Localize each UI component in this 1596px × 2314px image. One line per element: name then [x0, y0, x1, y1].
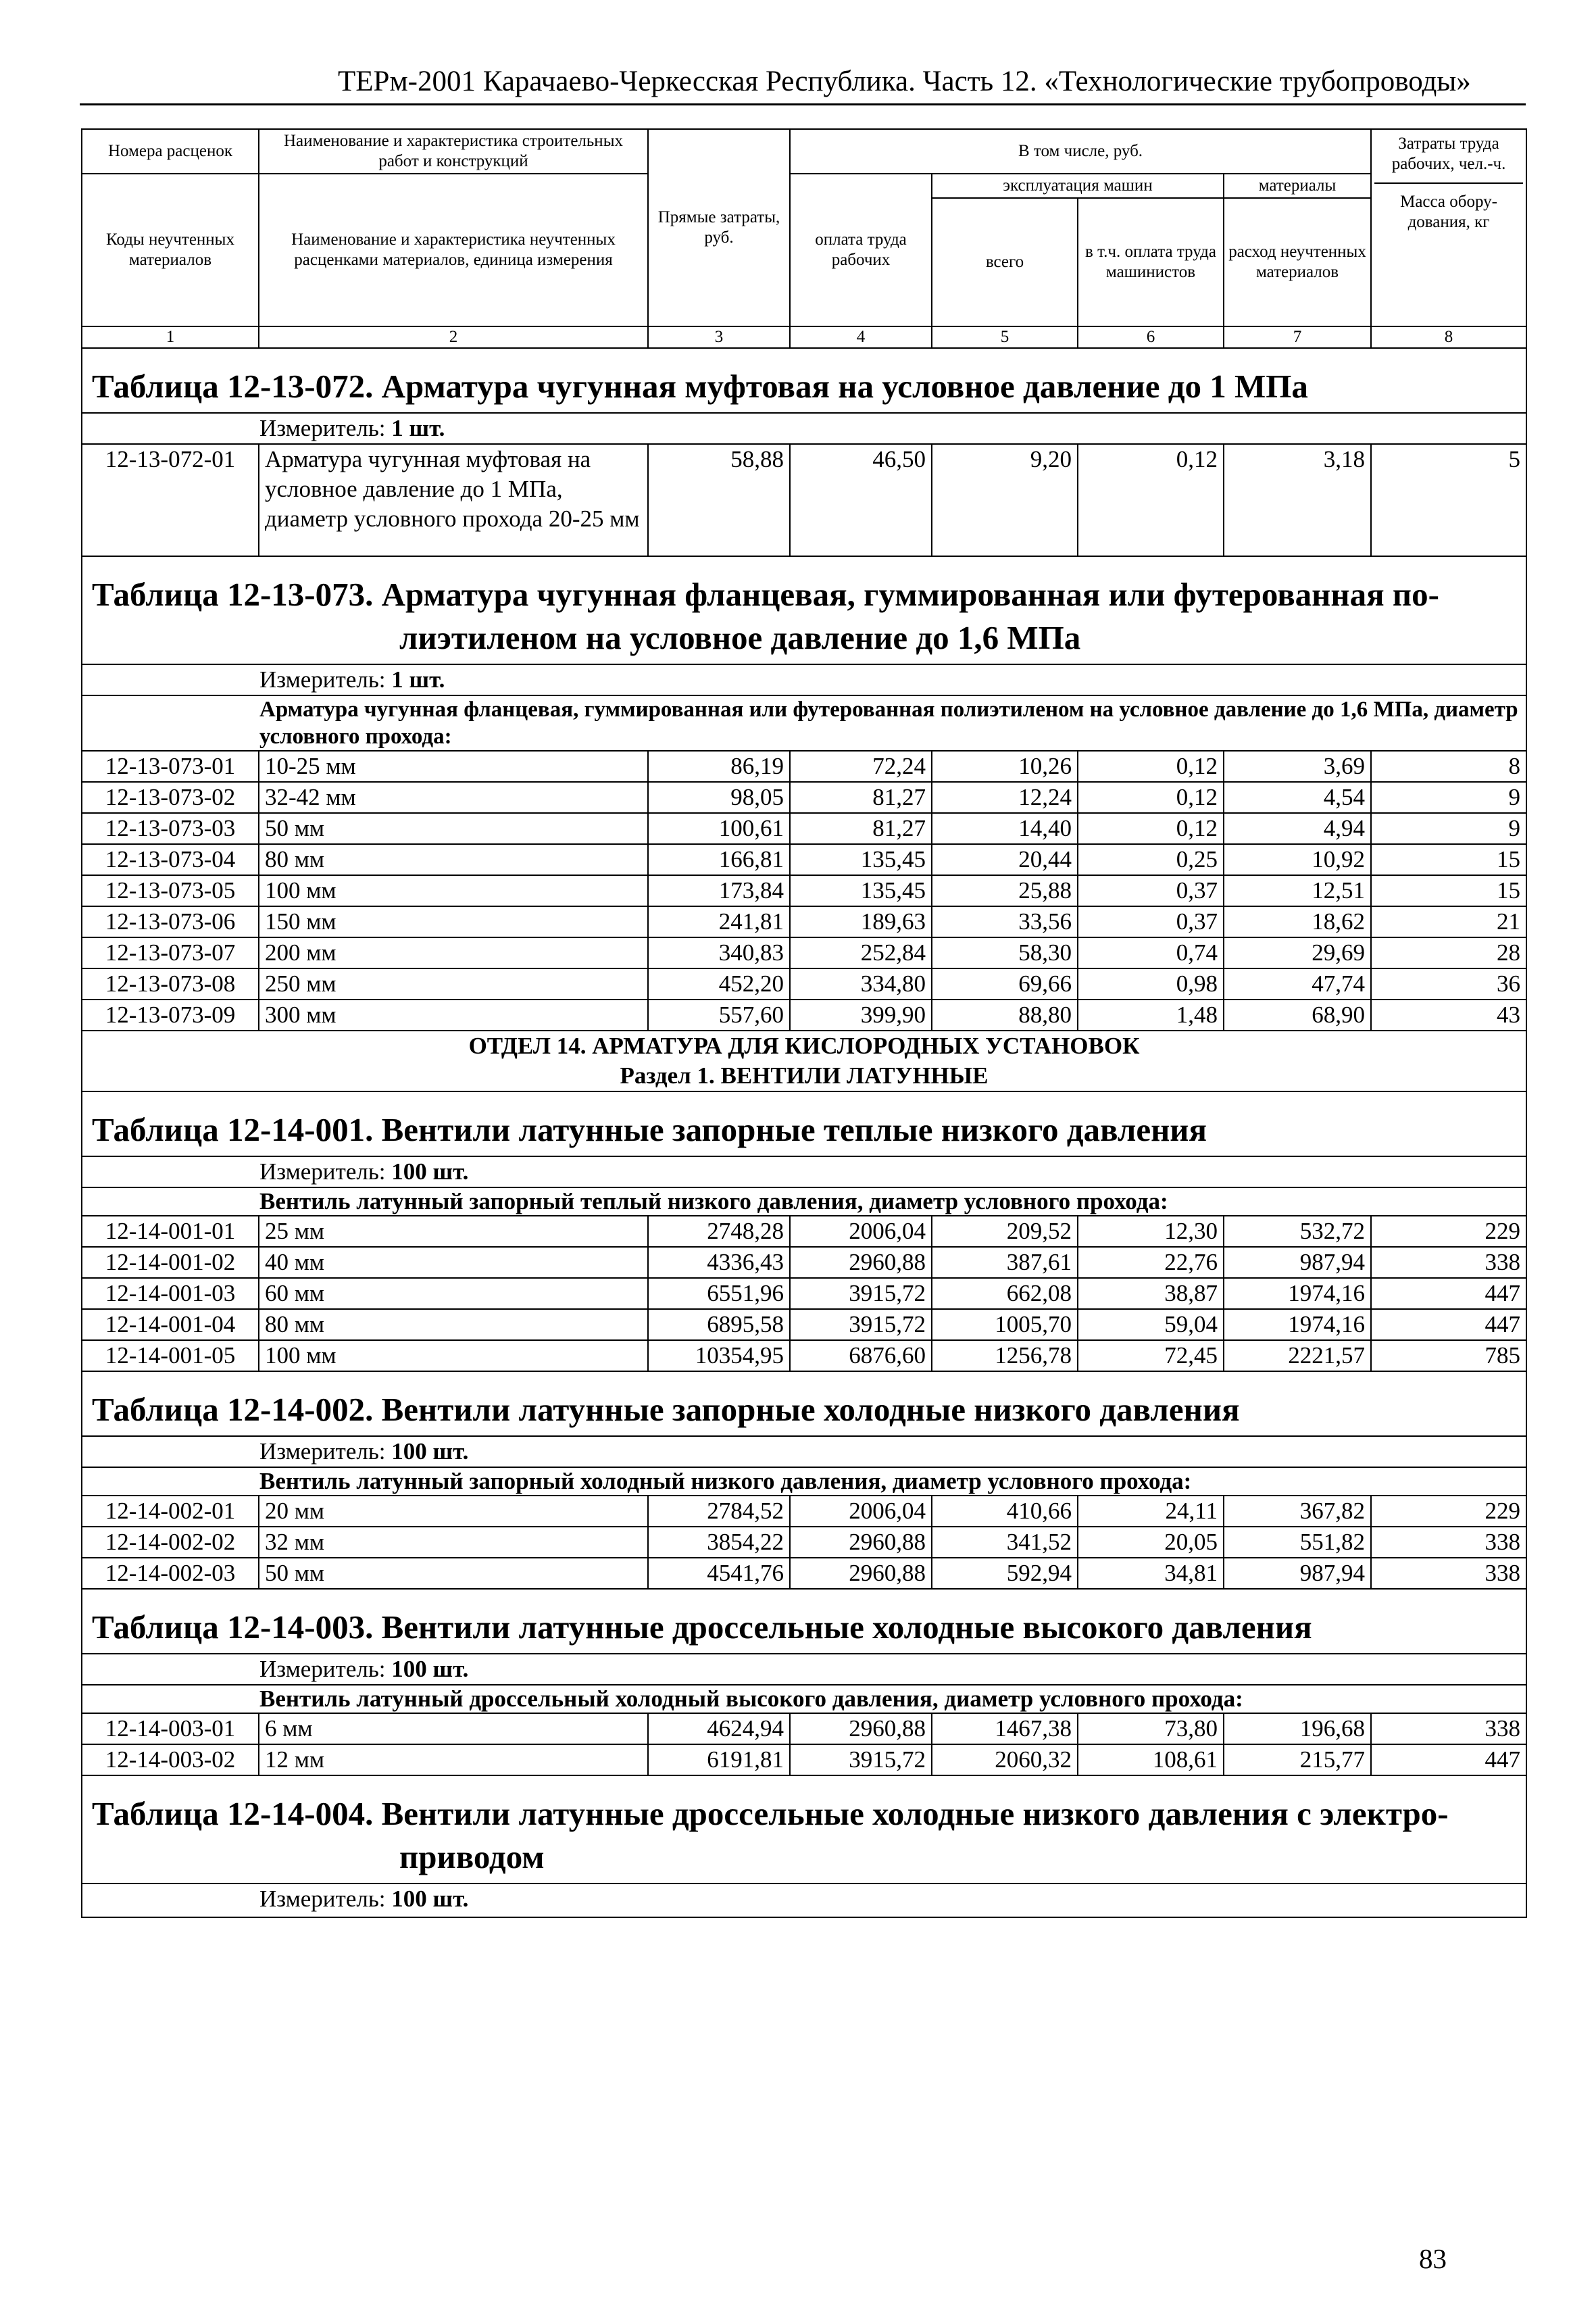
rate-code: 12-14-001-02 — [82, 1247, 259, 1278]
table-row — [82, 1496, 1526, 1527]
rate-code: 12-14-002-02 — [82, 1527, 259, 1558]
rate-code: 12-14-003-02 — [82, 1744, 259, 1775]
machines-labor: 0,12 — [1078, 782, 1224, 813]
machines-labor: 108,61 — [1078, 1744, 1224, 1775]
column-numbers-row — [82, 326, 1526, 348]
table-row — [82, 1309, 1526, 1340]
materials: 987,94 — [1224, 1247, 1371, 1278]
labor-pay: 3915,72 — [790, 1744, 932, 1775]
rate-name: 250 мм — [259, 968, 648, 1000]
machines-labor: 59,04 — [1078, 1309, 1224, 1340]
machines-total: 341,52 — [932, 1527, 1078, 1558]
table-row — [82, 1278, 1526, 1309]
labor-costs: 338 — [1371, 1713, 1526, 1744]
col-number: 4 — [790, 326, 932, 348]
table-row — [82, 1713, 1526, 1744]
table-row — [82, 751, 1526, 782]
labor-pay: 2960,88 — [790, 1558, 932, 1589]
machines-total: 9,20 — [932, 444, 1078, 556]
direct-costs: 6895,58 — [648, 1309, 790, 1340]
labor-pay: 6876,60 — [790, 1340, 932, 1371]
labor-costs: 28 — [1371, 937, 1526, 968]
measure-unit — [82, 1156, 1526, 1187]
title-line-1: Таблица 12-14-004. Вентили латунные дроссельные холодные низкого давления с электро- — [92, 1795, 1449, 1832]
materials: 12,51 — [1224, 875, 1371, 906]
rate-code: 12-14-001-03 — [82, 1278, 259, 1309]
col-name-top: Наименование и характеристика строительных работ и конструкций — [259, 129, 648, 174]
direct-costs: 3854,22 — [648, 1527, 790, 1558]
col-machines-labor: в т.ч. оплата труда машинистов — [1078, 198, 1224, 326]
rate-name: 32 мм — [259, 1527, 648, 1558]
labor-pay: 399,90 — [790, 1000, 932, 1031]
table-row — [82, 813, 1526, 844]
table-title-12-13-073 — [82, 556, 1526, 664]
table-title-12-14-001: Таблица 12-14-001. Вентили латунные запорные теплые низкого давления — [82, 1091, 1526, 1156]
labor-costs: 15 — [1371, 844, 1526, 875]
measure-label: Измеритель: — [259, 666, 392, 693]
measure-unit — [82, 1436, 1526, 1467]
labor-pay: 2960,88 — [790, 1527, 932, 1558]
labor-pay: 252,84 — [790, 937, 932, 968]
labor-costs: 447 — [1371, 1278, 1526, 1309]
measure-value: 1 шт. — [391, 666, 445, 693]
labor-costs: 9 — [1371, 782, 1526, 813]
materials: 551,82 — [1224, 1527, 1371, 1558]
labor-pay: 2006,04 — [790, 1496, 932, 1527]
col-materials: материалы — [1224, 174, 1371, 198]
labor-pay: 2960,88 — [790, 1713, 932, 1744]
machines-total: 58,30 — [932, 937, 1078, 968]
table-row — [82, 906, 1526, 937]
measure-unit — [82, 664, 1526, 695]
machines-labor: 1,48 — [1078, 1000, 1224, 1031]
measure-label: Измеритель: — [259, 1886, 392, 1912]
col-number: 8 — [1371, 326, 1526, 348]
labor-costs: 229 — [1371, 1216, 1526, 1247]
table-title-12-14-003: Таблица 12-14-003. Вентили латунные дроссельные холодные высокого давления — [82, 1589, 1526, 1654]
col-name-bottom: Наименование и характеристика неучтенных расценками материалов, единица измерения — [259, 174, 648, 326]
rate-code: 12-13-073-07 — [82, 937, 259, 968]
col-machines: эксплуатация машин — [932, 174, 1224, 198]
section-heading: Раздел 1. ВЕНТИЛИ ЛАТУННЫЕ — [82, 1061, 1526, 1091]
materials: 10,92 — [1224, 844, 1371, 875]
machines-total: 12,24 — [932, 782, 1078, 813]
measure-value: 100 шт. — [391, 1886, 469, 1912]
table-row — [82, 844, 1526, 875]
labor-costs: 36 — [1371, 968, 1526, 1000]
group-heading: Вентиль латунный дроссельный холодный высокого давления, диаметр условного прохода: — [82, 1685, 1526, 1713]
materials: 47,74 — [1224, 968, 1371, 1000]
rate-name: 25 мм — [259, 1216, 648, 1247]
labor-costs: 21 — [1371, 906, 1526, 937]
rate-name: 32-42 мм — [259, 782, 648, 813]
machines-total: 20,44 — [932, 844, 1078, 875]
rate-name: 12 мм — [259, 1744, 648, 1775]
machines-labor: 0,12 — [1078, 751, 1224, 782]
col-number: 1 — [82, 326, 259, 348]
materials: 215,77 — [1224, 1744, 1371, 1775]
measure-label: Измеритель: — [259, 1438, 392, 1464]
table-row — [82, 1744, 1526, 1775]
labor-pay: 3915,72 — [790, 1278, 932, 1309]
col-number: 5 — [932, 326, 1078, 348]
machines-labor: 38,87 — [1078, 1278, 1224, 1309]
rate-code: 12-13-073-09 — [82, 1000, 259, 1031]
machines-labor: 24,11 — [1078, 1496, 1224, 1527]
measure-unit — [82, 413, 1526, 444]
rate-code: 12-14-002-01 — [82, 1496, 259, 1527]
machines-labor: 73,80 — [1078, 1713, 1224, 1744]
rate-code: 12-13-073-06 — [82, 906, 259, 937]
measure-value: 100 шт. — [391, 1656, 469, 1682]
title-line-2: лиэтиленом на условное давление до 1,6 МПа — [399, 619, 1081, 656]
materials: 532,72 — [1224, 1216, 1371, 1247]
table-row — [82, 937, 1526, 968]
rate-name: 10-25 мм — [259, 751, 648, 782]
machines-labor: 22,76 — [1078, 1247, 1224, 1278]
direct-costs: 10354,95 — [648, 1340, 790, 1371]
direct-costs: 4541,76 — [648, 1558, 790, 1589]
machines-labor: 0,12 — [1078, 813, 1224, 844]
direct-costs: 452,20 — [648, 968, 790, 1000]
measure-value: 100 шт. — [391, 1158, 469, 1185]
materials: 1974,16 — [1224, 1278, 1371, 1309]
machines-labor: 0,37 — [1078, 875, 1224, 906]
col-number: 3 — [648, 326, 790, 348]
col-number: 7 — [1224, 326, 1371, 348]
col-materials-use: расход неучтенных материалов — [1224, 198, 1371, 326]
department-heading: ОТДЕЛ 14. АРМАТУРА ДЛЯ КИСЛОРОДНЫХ УСТАНОВОК — [82, 1031, 1526, 1061]
table-row — [82, 875, 1526, 906]
rate-name: 50 мм — [259, 1558, 648, 1589]
col-codes-top: Номера расценок — [82, 129, 259, 174]
title-line-2: приводом — [399, 1838, 545, 1875]
labor-costs: 5 — [1371, 444, 1526, 556]
rate-code: 12-13-073-02 — [82, 782, 259, 813]
direct-costs: 340,83 — [648, 937, 790, 968]
measure-unit — [82, 1884, 1526, 1917]
machines-total: 69,66 — [932, 968, 1078, 1000]
group-heading: Арматура чугунная фланцевая, гуммированная или футерованная полиэтиленом на условное давление до 1,6 МПа, диаметр условного прохода: — [82, 695, 1526, 751]
direct-costs: 6191,81 — [648, 1744, 790, 1775]
table-row — [82, 1000, 1526, 1031]
labor-costs: 15 — [1371, 875, 1526, 906]
machines-labor: 0,37 — [1078, 906, 1224, 937]
machines-total: 410,66 — [932, 1496, 1078, 1527]
materials: 4,94 — [1224, 813, 1371, 844]
labor-costs: 338 — [1371, 1527, 1526, 1558]
direct-costs: 6551,96 — [648, 1278, 790, 1309]
rate-name: 6 мм — [259, 1713, 648, 1744]
machines-labor: 20,05 — [1078, 1527, 1224, 1558]
labor-pay: 189,63 — [790, 906, 932, 937]
machines-labor: 0,98 — [1078, 968, 1224, 1000]
labor-pay: 3915,72 — [790, 1309, 932, 1340]
rate-code: 12-14-001-05 — [82, 1340, 259, 1371]
col-number: 2 — [259, 326, 648, 348]
labor-pay: 81,27 — [790, 782, 932, 813]
measure-label: Измеритель: — [259, 1656, 392, 1682]
direct-costs: 166,81 — [648, 844, 790, 875]
rate-code: 12-13-073-08 — [82, 968, 259, 1000]
rate-name: 300 мм — [259, 1000, 648, 1031]
col-labor-pay: оплата труда рабочих — [790, 174, 932, 326]
machines-labor: 0,74 — [1078, 937, 1224, 968]
labor-costs: 43 — [1371, 1000, 1526, 1031]
machines-labor: 12,30 — [1078, 1216, 1224, 1247]
direct-costs: 86,19 — [648, 751, 790, 782]
labor-costs-label: Затраты труда рабочих, чел.-ч. — [1374, 131, 1523, 184]
measure-value: 1 шт. — [391, 415, 445, 441]
table-row — [82, 1558, 1526, 1589]
table-row — [82, 968, 1526, 1000]
machines-total: 88,80 — [932, 1000, 1078, 1031]
table-row — [82, 1216, 1526, 1247]
rate-code: 12-14-002-03 — [82, 1558, 259, 1589]
machines-labor: 0,12 — [1078, 444, 1224, 556]
direct-costs: 241,81 — [648, 906, 790, 937]
direct-costs: 4624,94 — [648, 1713, 790, 1744]
direct-costs: 100,61 — [648, 813, 790, 844]
labor-pay: 46,50 — [790, 444, 932, 556]
rate-code: 12-13-073-03 — [82, 813, 259, 844]
labor-costs: 229 — [1371, 1496, 1526, 1527]
machines-total: 14,40 — [932, 813, 1078, 844]
materials: 367,82 — [1224, 1496, 1371, 1527]
measure-label: Измеритель: — [259, 1158, 392, 1185]
labor-pay: 135,45 — [790, 844, 932, 875]
materials: 18,62 — [1224, 906, 1371, 937]
labor-costs: 338 — [1371, 1247, 1526, 1278]
machines-total: 209,52 — [932, 1216, 1078, 1247]
labor-pay: 135,45 — [790, 875, 932, 906]
running-header: ТЕРм-2001 Карачаево-Черкесская Республика. Часть 12. «Технологические трубопроводы» — [338, 66, 1471, 97]
rate-name: 80 мм — [259, 1309, 648, 1340]
table-title-12-14-004 — [82, 1775, 1526, 1884]
labor-pay: 2960,88 — [790, 1247, 932, 1278]
measure-value: 100 шт. — [391, 1438, 469, 1464]
labor-pay: 81,27 — [790, 813, 932, 844]
machines-total: 2060,32 — [932, 1744, 1078, 1775]
materials: 3,69 — [1224, 751, 1371, 782]
rate-code: 12-14-003-01 — [82, 1713, 259, 1744]
rate-code: 12-13-072-01 — [82, 444, 259, 556]
group-heading: Вентиль латунный запорный теплый низкого давления, диаметр условного прохода: — [82, 1187, 1526, 1216]
measure-unit — [82, 1654, 1526, 1685]
materials: 29,69 — [1224, 937, 1371, 968]
machines-total: 10,26 — [932, 751, 1078, 782]
col-codes-bottom: Коды неучтенных материалов — [82, 174, 259, 326]
labor-costs: 447 — [1371, 1744, 1526, 1775]
rate-name: 60 мм — [259, 1278, 648, 1309]
equipment-mass-label: Масса обору-дования, кг — [1400, 193, 1497, 231]
rate-code: 12-14-001-04 — [82, 1309, 259, 1340]
machines-labor: 0,25 — [1078, 844, 1224, 875]
col-including: В том числе, руб. — [790, 129, 1371, 174]
rate-code: 12-14-001-01 — [82, 1216, 259, 1247]
machines-total: 1256,78 — [932, 1340, 1078, 1371]
table-row — [82, 1247, 1526, 1278]
labor-costs: 447 — [1371, 1309, 1526, 1340]
machines-total: 387,61 — [932, 1247, 1078, 1278]
machines-labor: 34,81 — [1078, 1558, 1224, 1589]
labor-costs: 785 — [1371, 1340, 1526, 1371]
machines-total: 25,88 — [932, 875, 1078, 906]
col-direct-costs: Прямые затраты, руб. — [648, 129, 790, 326]
rate-name: 100 мм — [259, 875, 648, 906]
labor-costs: 9 — [1371, 813, 1526, 844]
col-labor-costs — [1371, 129, 1526, 326]
col-machines-total: всего — [932, 198, 1078, 326]
table-row — [82, 1340, 1526, 1371]
table-title-12-14-002: Таблица 12-14-002. Вентили латунные запорные холодные низкого давления — [82, 1371, 1526, 1436]
page-number: 83 — [1419, 2243, 1447, 2274]
materials: 987,94 — [1224, 1558, 1371, 1589]
labor-pay: 2006,04 — [790, 1216, 932, 1247]
rate-name: 40 мм — [259, 1247, 648, 1278]
machines-labor: 72,45 — [1078, 1340, 1224, 1371]
header-rule — [80, 103, 1526, 105]
table-row — [82, 782, 1526, 813]
rate-name: 200 мм — [259, 937, 648, 968]
labor-pay: 72,24 — [790, 751, 932, 782]
machines-total: 662,08 — [932, 1278, 1078, 1309]
direct-costs: 4336,43 — [648, 1247, 790, 1278]
machines-total: 592,94 — [932, 1558, 1078, 1589]
direct-costs: 58,88 — [648, 444, 790, 556]
labor-pay: 334,80 — [790, 968, 932, 1000]
materials: 1974,16 — [1224, 1309, 1371, 1340]
rate-code: 12-13-073-01 — [82, 751, 259, 782]
rate-name: 50 мм — [259, 813, 648, 844]
materials: 2221,57 — [1224, 1340, 1371, 1371]
machines-total: 33,56 — [932, 906, 1078, 937]
materials: 3,18 — [1224, 444, 1371, 556]
direct-costs: 2748,28 — [648, 1216, 790, 1247]
materials: 68,90 — [1224, 1000, 1371, 1031]
machines-total: 1467,38 — [932, 1713, 1078, 1744]
rate-name: 100 мм — [259, 1340, 648, 1371]
labor-costs: 8 — [1371, 751, 1526, 782]
rate-code: 12-13-073-05 — [82, 875, 259, 906]
materials: 196,68 — [1224, 1713, 1371, 1744]
direct-costs: 2784,52 — [648, 1496, 790, 1527]
direct-costs: 98,05 — [648, 782, 790, 813]
materials: 4,54 — [1224, 782, 1371, 813]
measure-label: Измеритель: — [259, 415, 392, 441]
rate-name: Арматура чугунная муфтовая на условное давление до 1 МПа, диаметр условного прохода 20-25 мм — [259, 444, 648, 556]
direct-costs: 173,84 — [648, 875, 790, 906]
direct-costs: 557,60 — [648, 1000, 790, 1031]
rate-name: 20 мм — [259, 1496, 648, 1527]
rate-name: 150 мм — [259, 906, 648, 937]
rate-name: 80 мм — [259, 844, 648, 875]
rate-code: 12-13-073-04 — [82, 844, 259, 875]
machines-total: 1005,70 — [932, 1309, 1078, 1340]
rates-table — [81, 128, 1527, 1918]
group-heading: Вентиль латунный запорный холодный низкого давления, диаметр условного прохода: — [82, 1467, 1526, 1496]
labor-costs: 338 — [1371, 1558, 1526, 1589]
col-number: 6 — [1078, 326, 1224, 348]
title-line-1: Таблица 12-13-073. Арматура чугунная фланцевая, гуммированная или футерованная по- — [92, 576, 1439, 613]
table-row — [82, 1527, 1526, 1558]
table-row — [82, 444, 1526, 556]
table-title-12-13-072: Таблица 12-13-072. Арматура чугунная муфтовая на условное давление до 1 МПа — [82, 348, 1526, 413]
